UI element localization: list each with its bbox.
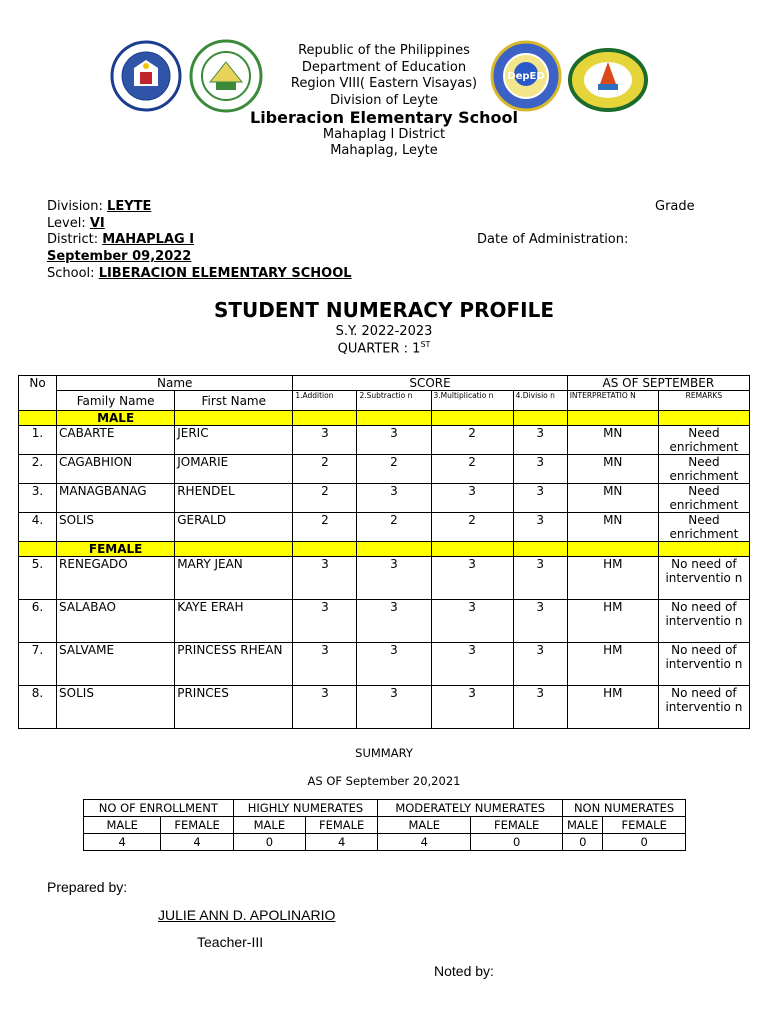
school-year: S.Y. 2022-2023 bbox=[335, 324, 433, 339]
remarks-cell: Need enrichment bbox=[658, 455, 749, 484]
row-no: 8. bbox=[19, 686, 57, 729]
subtraction-score: 3 bbox=[357, 484, 431, 513]
first-name-cell: PRINCESS RHEAN bbox=[175, 643, 293, 686]
addition-score: 3 bbox=[293, 643, 357, 686]
division-score: 3 bbox=[513, 426, 567, 455]
summary-table bbox=[83, 799, 686, 851]
value-cell: 0 bbox=[471, 834, 563, 851]
enrollment-header: NO OF ENROLLMENT bbox=[84, 800, 234, 817]
family-name-cell: MANAGBANAG bbox=[57, 484, 175, 513]
addition-score: 2 bbox=[293, 484, 357, 513]
table-row bbox=[19, 426, 750, 455]
table-row bbox=[19, 686, 750, 729]
subtraction-score: 3 bbox=[357, 557, 431, 600]
district-value: MAHAPLAG I bbox=[102, 232, 195, 247]
male-section-label: MALE bbox=[57, 411, 175, 426]
family-name-cell: SALVAME bbox=[57, 643, 175, 686]
value-cell: 4 bbox=[378, 834, 471, 851]
level-field bbox=[47, 215, 105, 232]
family-name-cell: CAGABHION bbox=[57, 455, 175, 484]
first-name-cell: RHENDEL bbox=[175, 484, 293, 513]
addition-header: 1.Addition bbox=[293, 391, 357, 411]
address-line: Mahaplag, Leyte bbox=[330, 143, 438, 158]
subtraction-score: 3 bbox=[357, 426, 431, 455]
division-field bbox=[47, 198, 151, 215]
header-block bbox=[0, 43, 768, 160]
family-name-cell: RENEGADO bbox=[57, 557, 175, 600]
region-line: Region VIII( Eastern Visayas) bbox=[290, 76, 478, 91]
addition-score: 2 bbox=[293, 455, 357, 484]
school-value: LIBERACION ELEMENTARY SCHOOL bbox=[98, 266, 352, 281]
addition-score: 2 bbox=[293, 513, 357, 542]
row-no: 6. bbox=[19, 600, 57, 643]
header-row-2 bbox=[19, 391, 750, 411]
sub-male: MALE bbox=[563, 817, 603, 834]
grade-label: Grade bbox=[655, 199, 695, 214]
family-name-cell: CABARTE bbox=[57, 426, 175, 455]
interpretation-cell: HM bbox=[567, 643, 658, 686]
quarter-label: QUARTER : 1 bbox=[337, 341, 421, 357]
school-name: Liberacion Elementary School bbox=[250, 108, 518, 127]
school-field bbox=[47, 265, 352, 282]
quarter-sup: ST bbox=[420, 340, 431, 349]
multiplication-score: 3 bbox=[431, 484, 513, 513]
prepared-by-label: Prepared by: bbox=[47, 879, 128, 895]
table-row bbox=[19, 557, 750, 600]
remarks-cell: Need enrichment bbox=[658, 513, 749, 542]
division-score: 3 bbox=[513, 643, 567, 686]
first-name-cell: GERALD bbox=[175, 513, 293, 542]
noted-by-label: Noted by: bbox=[434, 963, 494, 979]
sub-female: FEMALE bbox=[306, 817, 378, 834]
female-section-label: FEMALE bbox=[57, 542, 175, 557]
multiplication-score: 3 bbox=[431, 557, 513, 600]
col-name-header: Name bbox=[57, 376, 293, 391]
male-section-row bbox=[19, 411, 750, 426]
value-cell: 0 bbox=[233, 834, 305, 851]
svg-text:DepED: DepED bbox=[507, 71, 545, 82]
addition-score: 3 bbox=[293, 557, 357, 600]
interpretation-cell: MN bbox=[567, 426, 658, 455]
division-score: 3 bbox=[513, 686, 567, 729]
family-name-cell: SOLIS bbox=[57, 513, 175, 542]
division-value: LEYTE bbox=[107, 199, 152, 214]
value-cell: 4 bbox=[306, 834, 378, 851]
family-name-cell: SOLIS bbox=[57, 686, 175, 729]
value-cell: 0 bbox=[603, 834, 686, 851]
school-label: School: bbox=[47, 266, 95, 281]
summary-values-row bbox=[84, 834, 686, 851]
multiplication-header: 3.Multiplicatio n bbox=[431, 391, 513, 411]
remarks-cell: Need enrichment bbox=[658, 484, 749, 513]
family-name-cell: SALABAO bbox=[57, 600, 175, 643]
summary-subheader-row bbox=[84, 817, 686, 834]
remarks-cell: No need of interventio n bbox=[658, 557, 749, 600]
quarter-line bbox=[0, 340, 768, 356]
col-score-header: SCORE bbox=[293, 376, 567, 391]
family-name-header: Family Name bbox=[57, 391, 175, 411]
remarks-header: REMARKS bbox=[658, 391, 749, 411]
summary-as-of: AS OF September 20,2021 bbox=[307, 774, 461, 788]
row-no: 7. bbox=[19, 643, 57, 686]
table-row bbox=[19, 600, 750, 643]
value-cell: 4 bbox=[84, 834, 161, 851]
table-row bbox=[19, 513, 750, 542]
interpretation-cell: MN bbox=[567, 455, 658, 484]
interpretation-header: INTERPRETATIO N bbox=[567, 391, 658, 411]
table-row bbox=[19, 643, 750, 686]
numeracy-table bbox=[18, 375, 750, 729]
district-line: Mahaplag I District bbox=[322, 126, 446, 142]
remarks-cell: No need of interventio n bbox=[658, 686, 749, 729]
division-score: 3 bbox=[513, 513, 567, 542]
teacher-position: Teacher-III bbox=[197, 934, 264, 950]
division-header: 4.Divisio n bbox=[513, 391, 567, 411]
level-label: Level: bbox=[47, 216, 86, 231]
date-of-administration-label: Date of Administration: bbox=[477, 232, 629, 247]
date-value: September 09,2022 bbox=[47, 249, 192, 264]
table-row bbox=[19, 455, 750, 484]
value-cell: 4 bbox=[161, 834, 233, 851]
teacher-name: JULIE ANN D. APOLINARIO bbox=[158, 907, 336, 923]
division-score: 3 bbox=[513, 484, 567, 513]
division-line: Division of Leyte bbox=[329, 92, 439, 108]
summary-title: SUMMARY bbox=[355, 746, 413, 760]
addition-score: 3 bbox=[293, 686, 357, 729]
remarks-cell: No need of interventio n bbox=[658, 600, 749, 643]
interpretation-cell: HM bbox=[567, 686, 658, 729]
multiplication-score: 3 bbox=[431, 686, 513, 729]
district-label: District: bbox=[47, 232, 99, 247]
subtraction-header: 2.Subtractio n bbox=[357, 391, 431, 411]
summary-header-row bbox=[84, 800, 686, 817]
female-section-row bbox=[19, 542, 750, 557]
first-name-cell: JERIC bbox=[175, 426, 293, 455]
value-cell: 0 bbox=[563, 834, 603, 851]
multiplication-score: 2 bbox=[431, 513, 513, 542]
division-score: 3 bbox=[513, 455, 567, 484]
first-name-cell: MARY JEAN bbox=[175, 557, 293, 600]
subtraction-score: 2 bbox=[357, 455, 431, 484]
col-as-of-header: AS OF SEPTEMBER bbox=[567, 376, 749, 391]
remarks-cell: No need of interventio n bbox=[658, 643, 749, 686]
sub-male: MALE bbox=[84, 817, 161, 834]
interpretation-cell: HM bbox=[567, 600, 658, 643]
row-no: 5. bbox=[19, 557, 57, 600]
first-name-header: First Name bbox=[175, 391, 293, 411]
sub-male: MALE bbox=[378, 817, 471, 834]
multiplication-score: 2 bbox=[431, 455, 513, 484]
row-no: 4. bbox=[19, 513, 57, 542]
addition-score: 3 bbox=[293, 426, 357, 455]
header-row-1 bbox=[19, 376, 750, 391]
subtraction-score: 3 bbox=[357, 643, 431, 686]
interpretation-cell: HM bbox=[567, 557, 658, 600]
division-label: Division: bbox=[47, 199, 103, 214]
subtraction-score: 3 bbox=[357, 600, 431, 643]
remarks-cell: Need enrichment bbox=[658, 426, 749, 455]
interpretation-cell: MN bbox=[567, 513, 658, 542]
sub-female: FEMALE bbox=[603, 817, 686, 834]
page-title: STUDENT NUMERACY PROFILE bbox=[213, 298, 554, 322]
sub-female: FEMALE bbox=[161, 817, 233, 834]
level-value: VI bbox=[89, 216, 105, 231]
division-score: 3 bbox=[513, 600, 567, 643]
interpretation-cell: MN bbox=[567, 484, 658, 513]
highly-numerates-header: HIGHLY NUMERATES bbox=[233, 800, 378, 817]
multiplication-score: 2 bbox=[431, 426, 513, 455]
moderately-numerates-header: MODERATELY NUMERATES bbox=[378, 800, 563, 817]
multiplication-score: 3 bbox=[431, 643, 513, 686]
first-name-cell: KAYE ERAH bbox=[175, 600, 293, 643]
row-no: 3. bbox=[19, 484, 57, 513]
sub-female: FEMALE bbox=[471, 817, 563, 834]
department-line: Department of Education bbox=[301, 59, 467, 75]
row-no: 1. bbox=[19, 426, 57, 455]
table-row bbox=[19, 484, 750, 513]
col-no-header: No bbox=[19, 376, 57, 411]
first-name-cell: JOMARIE bbox=[175, 455, 293, 484]
district-field bbox=[47, 231, 194, 248]
division-score: 3 bbox=[513, 557, 567, 600]
non-numerates-header: NON NUMERATES bbox=[563, 800, 686, 817]
republic-line: Republic of the Philippines bbox=[298, 43, 470, 58]
subtraction-score: 3 bbox=[357, 686, 431, 729]
first-name-cell: PRINCES bbox=[175, 686, 293, 729]
row-no: 2. bbox=[19, 455, 57, 484]
sub-male: MALE bbox=[233, 817, 305, 834]
multiplication-score: 3 bbox=[431, 600, 513, 643]
subtraction-score: 2 bbox=[357, 513, 431, 542]
addition-score: 3 bbox=[293, 600, 357, 643]
